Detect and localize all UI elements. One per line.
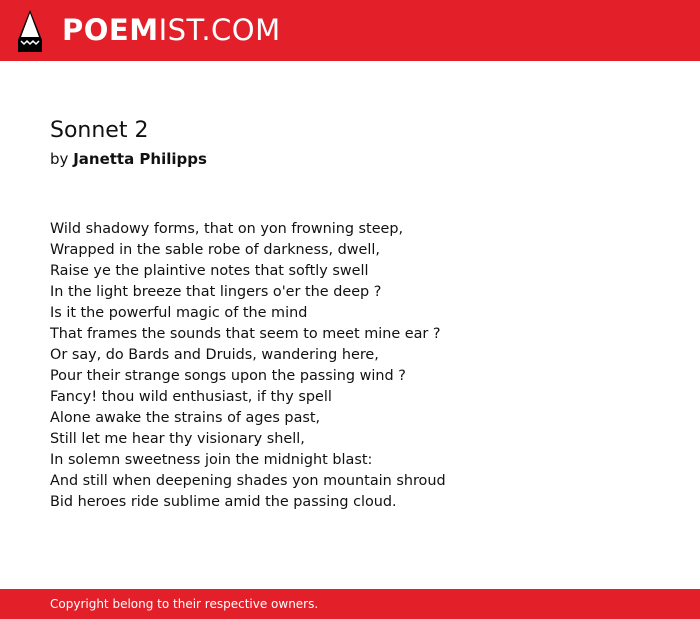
site-header xyxy=(0,0,700,61)
site-footer xyxy=(0,589,700,619)
logo-bold-text: POEM xyxy=(62,13,159,47)
poem-line: Pour their strange songs upon the passing wind ? xyxy=(50,368,406,384)
poem-line: Still let me hear thy visionary shell, xyxy=(50,431,305,447)
poem-line: Wrapped in the sable robe of darkness, dwell, xyxy=(50,242,380,258)
poem-line: Is it the powerful magic of the mind xyxy=(50,305,308,321)
poem-line: In the light breeze that lingers o'er the deep ? xyxy=(50,284,382,300)
poem-body xyxy=(50,219,446,513)
poem-author: Janetta Philipps xyxy=(73,150,207,168)
poem-byline xyxy=(50,149,207,169)
by-label: by xyxy=(50,150,69,168)
site-logo-link[interactable] xyxy=(62,12,281,48)
poem-title: Sonnet 2 xyxy=(50,118,149,143)
poem-line: Alone awake the strains of ages past, xyxy=(50,410,321,426)
poem-line: Bid heroes ride sublime amid the passing cloud. xyxy=(50,494,397,510)
logo-light-text: IST.COM xyxy=(158,13,281,47)
poem-line: Wild shadowy forms, that on yon frowning steep, xyxy=(50,221,404,237)
poem-line: That frames the sounds that seem to meet mine ear ? xyxy=(50,326,441,342)
footer-copyright: Copyright belong to their respective owners. xyxy=(50,597,319,611)
poem-line: Raise ye the plaintive notes that softly swell xyxy=(50,263,369,279)
poem-line: In solemn sweetness join the midnight blast: xyxy=(50,452,373,468)
poem-line: Fancy! thou wild enthusiast, if thy spell xyxy=(50,389,332,405)
poem-line: And still when deepening shades yon mountain shroud xyxy=(50,473,446,489)
poem-line: Or say, do Bards and Druids, wandering here, xyxy=(50,347,379,363)
pencil-icon[interactable] xyxy=(18,10,42,52)
